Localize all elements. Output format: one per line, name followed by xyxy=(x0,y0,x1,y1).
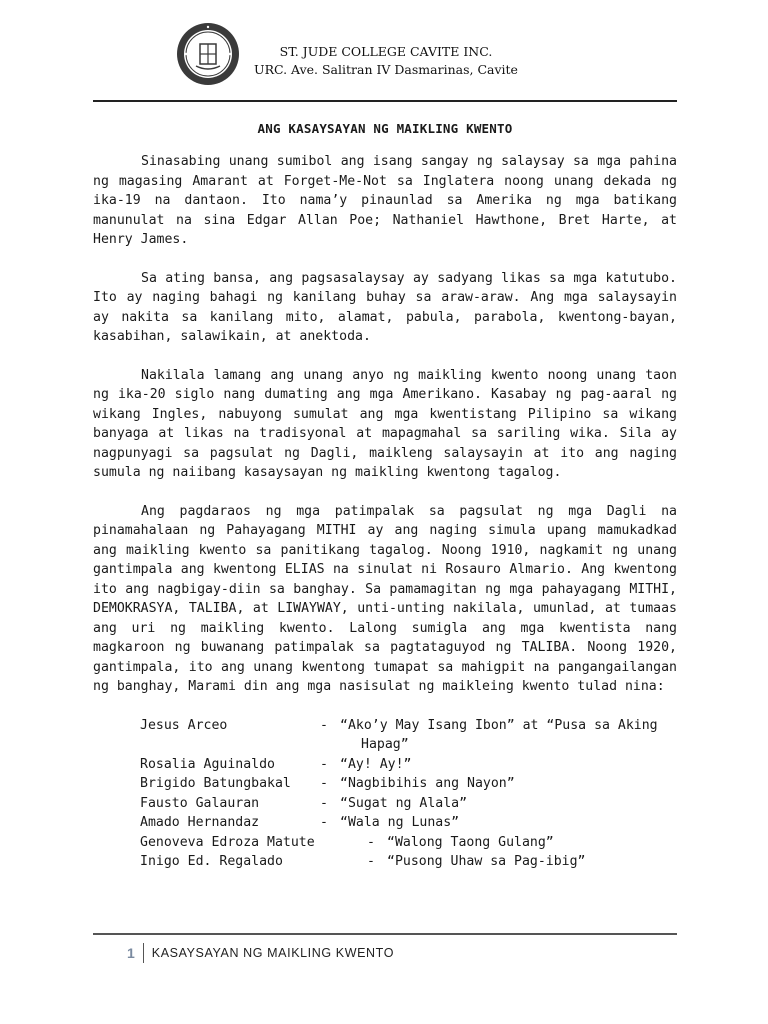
list-item xyxy=(93,794,677,814)
work-author: Brigido Batungbakal xyxy=(140,776,291,791)
work-dash: - xyxy=(320,815,328,830)
footer-divider xyxy=(93,933,677,935)
work-dash: - xyxy=(320,717,328,733)
work-title-line: “Ako’y May Isang Ibon” at “Pusa sa Aking xyxy=(340,717,658,733)
list-item xyxy=(93,774,677,794)
list-item xyxy=(93,755,677,775)
work-title: “Sugat ng Alala” xyxy=(340,795,468,811)
school-heading xyxy=(246,43,526,79)
college-seal-logo xyxy=(176,22,240,86)
work-title: “Nagbibihis ang Nayon” xyxy=(340,776,515,791)
school-address: URC. Ave. Salitran IV Dasmarinas, Cavite xyxy=(254,62,518,77)
work-author: Inigo Ed. Regalado xyxy=(140,854,283,869)
work-author: Jesus Arceo xyxy=(140,717,228,733)
paragraph-2: Sa ating bansa, ang pagsasalaysay ay sadyang likas sa mga katutubo. Ito ay naging bahagi ng kanilang buhay sa araw-araw. Ang mga salaysayin ay nakita sa kanilang mito, alamat, pabula, parabola, kwentong-bayan, kasabihan, salawikain, at anektoda. xyxy=(93,270,677,344)
document-body xyxy=(93,152,677,872)
page-number: 1 xyxy=(127,943,144,963)
work-title: “Walong Taong Gulang” xyxy=(387,834,554,850)
school-name: ST. JUDE COLLEGE CAVITE INC. xyxy=(279,44,493,59)
list-item xyxy=(93,852,677,872)
work-author: Amado Hernandaz xyxy=(140,815,260,830)
paragraph-4: Ang pagdaraos ng mga patimpalak sa pagsulat ng mga Dagli na pinamahalaan ng Pahayagang MITHI ay ang naging simula upang mamukadkad ang maikling kwento sa panitikang tagalog. Noong 1910, nagkamit ng unang gantimpala ang kwentong ELIAS na sinulat ni Rosauro Almario. Ang kwentong ito ang nagbigay-diin sa banghay. Sa pamamagitan ng mga pahayagang MITHI, DEMOKRASYA, TALIBA, at LIWAYWAY, unti-unting nakilala, umunlad, at tumaas ang uri ng maikling kwento. Lalong sumigla ang mga kwentista nang magkaroon ng buwanang patimpalak sa pagtataguyod ng TALIBA. Noong 1920, gantimpala, ito ang unang kwentong tumapat sa mahigpit na pangangailangan ng banghay, Marami din ang mga nasisulat ng maikleing kwento tulad nina: xyxy=(93,503,677,694)
work-dash: - xyxy=(367,834,375,850)
work-dash: - xyxy=(367,854,375,869)
page-header xyxy=(0,0,768,110)
work-title: “Ay! Ay!” xyxy=(340,756,412,772)
work-author: Genoveva Edroza Matute xyxy=(140,834,315,850)
works-list xyxy=(93,716,677,872)
document-title: ANG KASAYSAYAN NG MAIKLING KWENTO xyxy=(257,121,513,136)
header-divider xyxy=(93,100,677,102)
work-author: Rosalia Aguinaldo xyxy=(140,756,275,772)
list-item xyxy=(93,833,677,853)
work-dash: - xyxy=(320,756,328,772)
work-title: “Pusong Uhaw sa Pag-ibig” xyxy=(387,854,586,869)
list-item xyxy=(93,716,677,755)
work-title-continued: Hapag” xyxy=(361,737,409,752)
paragraph-3: Nakilala lamang ang unang anyo ng maikling kwento noong unang taon ng ika-20 siglo nang dumating ang mga Amerikano. Kasabay ng pag-aaral ng wikang Ingles, nabuyong sumulat ang mga kwentistang Pilipino sa wikang banyaga at likas na tradisyonal at mapagmahal sa sariling wika. Sila ay nagpunyagi sa pagsulat ng Dagli, maikleng salaysayin at ito ang naging sumula ng naiibang kasaysayan ng maikling kwentong tagalog. xyxy=(93,367,677,480)
work-dash: - xyxy=(320,795,328,811)
work-title xyxy=(340,716,677,755)
list-item xyxy=(93,813,677,833)
page-footer xyxy=(127,943,394,963)
paragraph-1: Sinasabing unang sumibol ang isang sangay ng salaysay sa mga pahina ng magasing Amarant at Forget-Me-Not sa Inglatera noong unang dekada ng ika-19 na dantaon. Ito nama’y pinaunlad sa Amerika ng mga batikang manunulat na sina Edgar Allan Poe; Nathaniel Hawthone, Bret Harte, at Henry James. xyxy=(93,154,677,247)
work-author: Fausto Galauran xyxy=(140,795,260,811)
work-dash: - xyxy=(320,776,328,791)
footer-title: KASAYSAYAN NG MAIKLING KWENTO xyxy=(151,946,395,960)
work-title: “Wala ng Lunas” xyxy=(340,815,460,830)
